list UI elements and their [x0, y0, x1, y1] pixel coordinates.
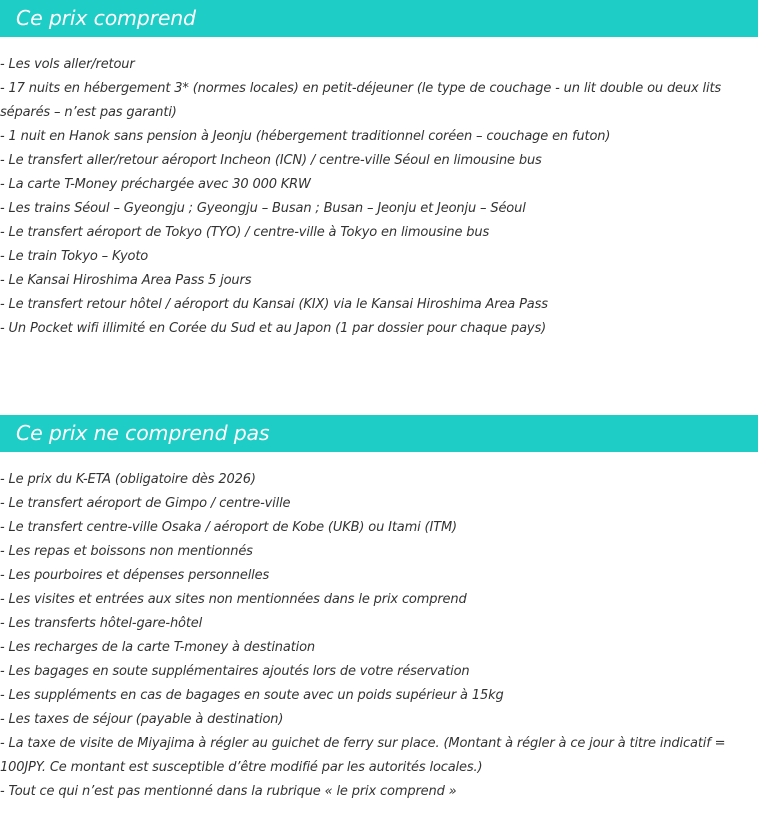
list-item: - Le Kansai Hiroshima Area Pass 5 jours	[0, 269, 758, 293]
list-item: - Tout ce qui n’est pas mentionné dans la rubrique « le prix comprend »	[0, 780, 758, 804]
list-item: - 17 nuits en hébergement 3* (normes locales) en petit-déjeuner (le type de couchage - un lit double ou deux lits séparés – n’est pas garanti)	[0, 77, 758, 125]
excludes-section-header	[0, 415, 758, 452]
list-item: - Les transferts hôtel-gare-hôtel	[0, 612, 758, 636]
list-item: - Les taxes de séjour (payable à destination)	[0, 708, 758, 732]
list-item: - Les pourboires et dépenses personnelles	[0, 564, 758, 588]
list-item: - Les visites et entrées aux sites non mentionnées dans le prix comprend	[0, 588, 758, 612]
list-item: - La carte T-Money préchargée avec 30 000 KRW	[0, 173, 758, 197]
list-item: - Le transfert centre-ville Osaka / aéroport de Kobe (UKB) ou Itami (ITM)	[0, 516, 758, 540]
list-item: - Le train Tokyo – Kyoto	[0, 245, 758, 269]
list-item: - Le transfert aéroport de Tokyo (TYO) / centre-ville à Tokyo en limousine bus	[0, 221, 758, 245]
list-item: - Le transfert aéroport de Gimpo / centre-ville	[0, 492, 758, 516]
list-item: - Un Pocket wifi illimité en Corée du Sud et au Japon (1 par dossier pour chaque pays)	[0, 317, 758, 341]
excludes-list	[0, 468, 758, 804]
list-item: - Le transfert retour hôtel / aéroport du Kansai (KIX) via le Kansai Hiroshima Area Pass	[0, 293, 758, 317]
list-item: - Les suppléments en cas de bagages en soute avec un poids supérieur à 15kg	[0, 684, 758, 708]
list-item: - La taxe de visite de Miyajima à régler au guichet de ferry sur place. (Montant à régler à ce jour à titre indicatif = 100JPY. Ce montant est susceptible d’être modifié par les autorités locales.)	[0, 732, 758, 780]
list-item: - Les bagages en soute supplémentaires ajoutés lors de votre réservation	[0, 660, 758, 684]
includes-list	[0, 53, 758, 341]
includes-section-header	[0, 0, 758, 37]
list-item: - Les repas et boissons non mentionnés	[0, 540, 758, 564]
list-item: - Le prix du K-ETA (obligatoire dès 2026)	[0, 468, 758, 492]
list-item: - Les vols aller/retour	[0, 53, 758, 77]
list-item: - Les recharges de la carte T-money à destination	[0, 636, 758, 660]
includes-section-title: Ce prix comprend	[16, 6, 196, 30]
list-item: - Les trains Séoul – Gyeongju ; Gyeongju – Busan ; Busan – Jeonju et Jeonju – Séoul	[0, 197, 758, 221]
list-item: - Le transfert aller/retour aéroport Incheon (ICN) / centre-ville Séoul en limousine bus	[0, 149, 758, 173]
excludes-section-title: Ce prix ne comprend pas	[16, 421, 270, 445]
list-item: - 1 nuit en Hanok sans pension à Jeonju (hébergement traditionnel coréen – couchage en futon)	[0, 125, 758, 149]
